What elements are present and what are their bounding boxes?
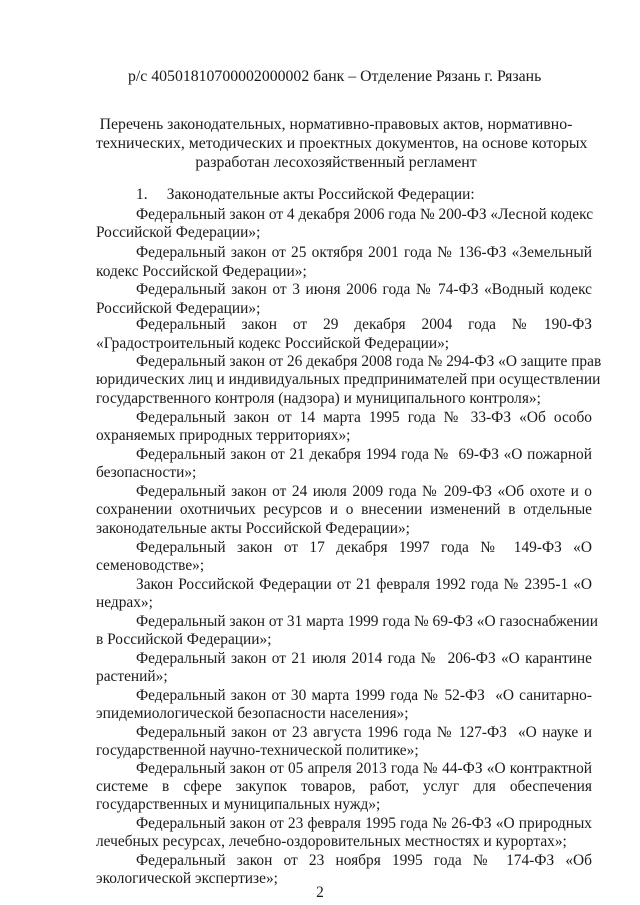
title-line-2: технических, методических и проектных документов, на основе которых	[96, 135, 588, 152]
law-item-line: государственного контроля (надзора) и муниципального контроля»;	[96, 390, 541, 407]
law-item-line: Федеральный закон от 23 ноября 1995 года № 174-ФЗ «Об	[136, 852, 592, 869]
law-item-line: сохранении охотничьих ресурсов и о внесении изменений в отдельные	[96, 501, 592, 518]
law-item-line: Федеральный закон от 21 июля 2014 года № 206-ФЗ «О карантине	[136, 650, 592, 667]
law-item-line: лечебных ресурсах, лечебно-оздоровительных местностях и курортах»;	[96, 833, 567, 850]
law-item-line: Федеральный закон от 31 марта 1999 года № 69-ФЗ «О газоснабжении	[136, 613, 598, 630]
law-item-line: Российской Федерации»;	[96, 300, 261, 317]
section-heading: 1. Законодательные акты Российской Федерации:	[136, 186, 475, 203]
law-item-line: Федеральный закон от 4 декабря 2006 года № 200-ФЗ «Лесной кодекс	[136, 206, 594, 223]
law-item-line: охраняемых природных территориях»;	[96, 427, 351, 444]
title-line-1: Перечень законодательных, нормативно-правовых актов, нормативно-	[99, 116, 573, 133]
law-item-line: растений»;	[96, 668, 168, 685]
law-item-line: Федеральный закон от 17 декабря 1997 года № 149-ФЗ «О	[136, 539, 592, 556]
page-number: 2	[316, 884, 324, 901]
law-item-line: Федеральный закон от 23 февраля 1995 года № 26-ФЗ «О природных	[136, 815, 592, 832]
law-item-line: Федеральный закон от 29 декабря 2004 года № 190-ФЗ	[136, 316, 592, 333]
law-item-line: безопасности»;	[96, 464, 197, 481]
law-item-line: государственных и муниципальных нужд»;	[96, 796, 381, 813]
law-item-line: Федеральный закон от 30 марта 1999 года № 52-ФЗ «О санитарно-	[136, 687, 592, 704]
law-item-line: Закон Российской Федерации от 21 февраля 1992 года № 2395-1 «О	[136, 576, 592, 593]
law-item-line: эпидемиологической безопасности населения»;	[96, 705, 409, 722]
law-item-line: системе в сфере закупок товаров, работ, услуг для обеспечения	[96, 778, 592, 795]
law-item-line: Российской Федерации»;	[96, 224, 261, 241]
law-item-line: кодекс Российской Федерации»;	[96, 263, 307, 280]
law-item-line: семеноводстве»;	[96, 557, 205, 574]
law-item-line: Федеральный закон от 21 декабря 1994 года № 69-ФЗ «О пожарной	[136, 446, 592, 463]
law-item-line: Федеральный закон от 14 марта 1995 года № 33-ФЗ «Об особо	[136, 409, 592, 426]
law-item-line: юридических лиц и индивидуальных предпринимателей при осуществлении	[96, 371, 601, 388]
law-item-line: Федеральный закон от 23 августа 1996 года № 127-ФЗ «О науке и	[136, 724, 592, 741]
law-item-line: экологической экспертизе»;	[96, 870, 278, 887]
law-item-line: Федеральный закон от 26 декабря 2008 года № 294-ФЗ «О защите прав	[136, 353, 602, 370]
law-item-line: в Российской Федерации»;	[96, 631, 272, 648]
bank-account-line: р/с 40501810700002000002 банк – Отделение Рязань г. Рязань	[128, 68, 542, 85]
law-item-line: недрах»;	[96, 594, 153, 611]
law-item-line: Федеральный закон от 05 апреля 2013 года № 44-ФЗ «О контрактной	[136, 760, 592, 777]
law-item-line: «Градостроительный кодекс Российской Федерации»;	[96, 335, 450, 352]
law-item-line: Федеральный закон от 24 июля 2009 года № 209-ФЗ «Об охоте и о	[136, 483, 592, 500]
law-item-line: Федеральный закон от 3 июня 2006 года № 74-ФЗ «Водный кодекс	[136, 281, 592, 298]
law-item-line: Федеральный закон от 25 октября 2001 года № 136-ФЗ «Земельный	[136, 244, 592, 261]
title-line-3: разработан лесохозяйственный регламент	[195, 154, 477, 171]
law-item-line: законодательные акты Российской Федерации»;	[96, 520, 410, 537]
law-item-line: государственной научно-технической политике»;	[96, 742, 419, 759]
